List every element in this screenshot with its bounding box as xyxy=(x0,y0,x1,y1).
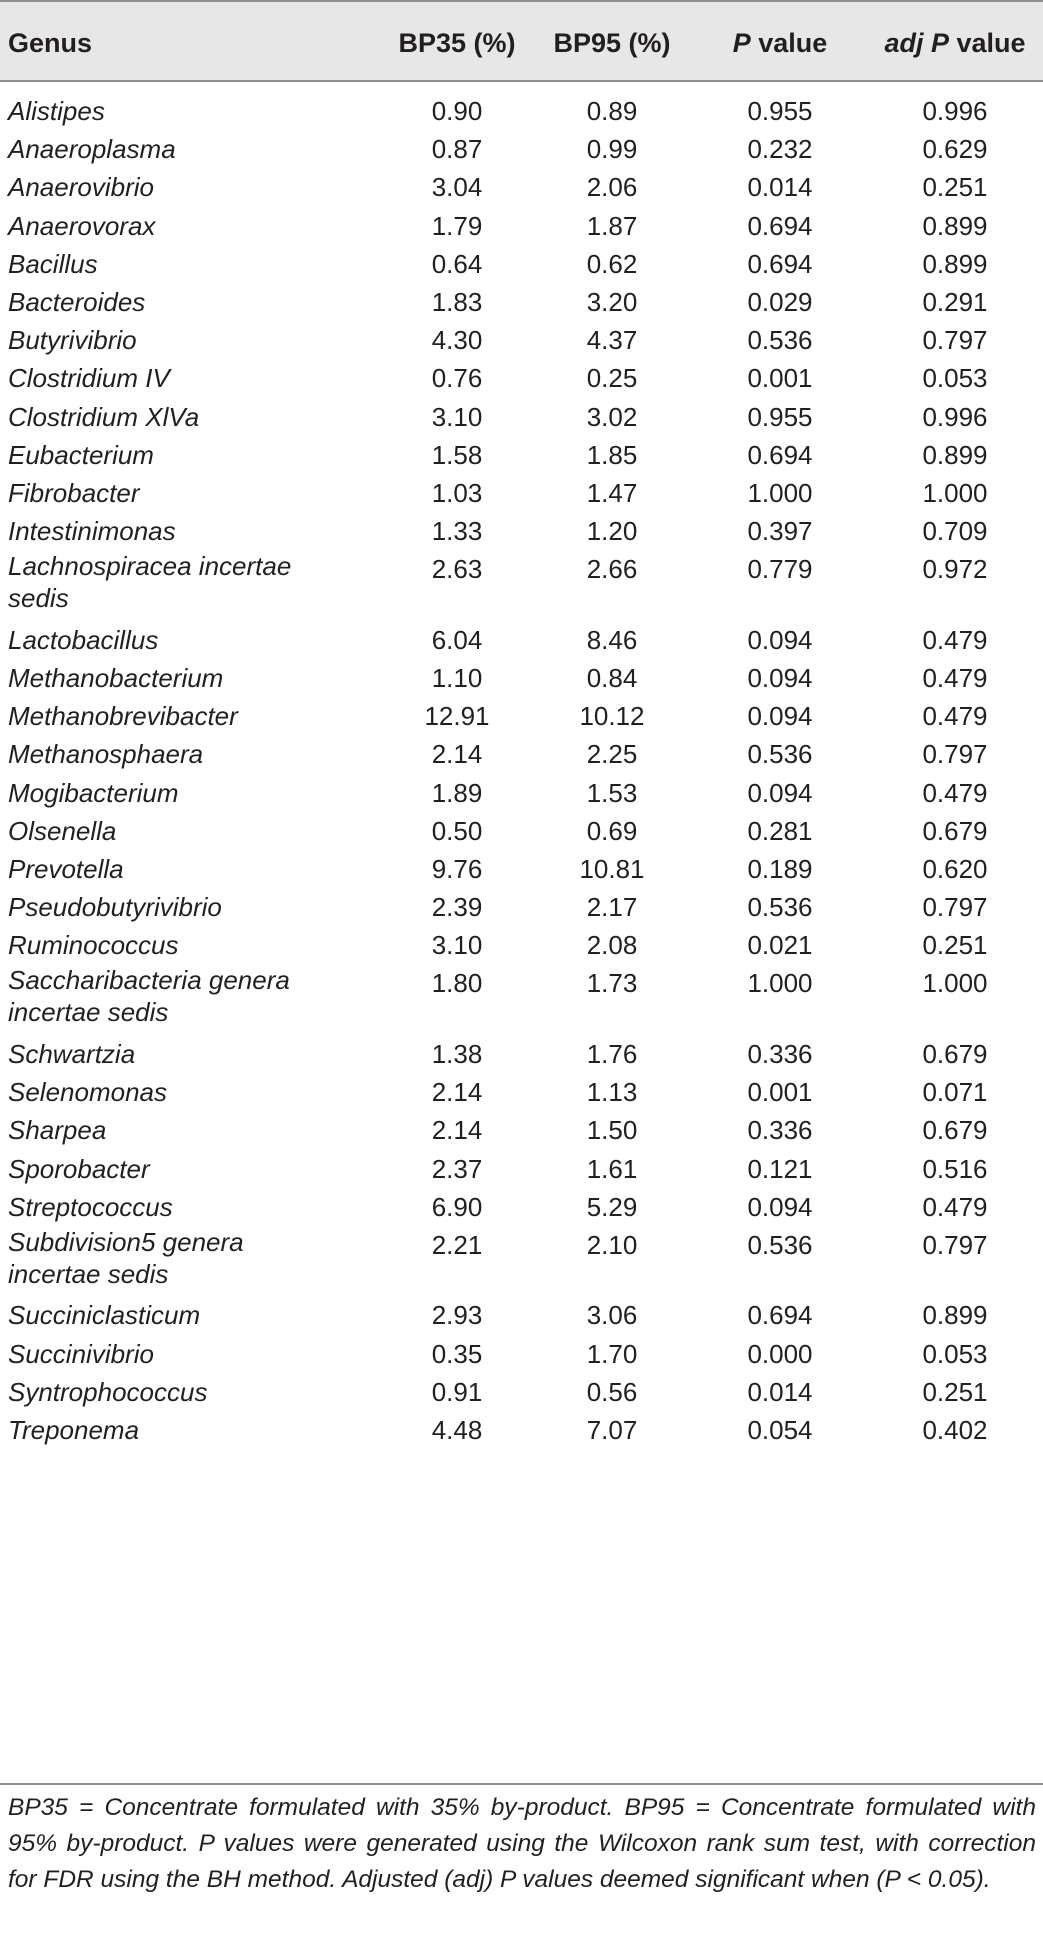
table-row xyxy=(0,283,1043,321)
cell-p: 0.094 xyxy=(747,1191,813,1222)
cell-bp35: 12.91 xyxy=(424,701,490,732)
header-p-value xyxy=(704,2,856,84)
cell-bp95: 1.13 xyxy=(586,1077,638,1108)
cell-genus: Bacteroides xyxy=(8,286,146,317)
cell-adj: 0.679 xyxy=(922,815,988,846)
cell-adj: 0.629 xyxy=(922,134,988,165)
cell-bp95: 2.06 xyxy=(586,172,638,203)
cell-bp35: 4.48 xyxy=(431,1414,483,1445)
cell-genus: Treponema xyxy=(8,1414,140,1445)
cell-adj: 0.679 xyxy=(922,1115,988,1146)
cell-adj: 0.996 xyxy=(922,96,988,126)
table-row xyxy=(0,130,1043,168)
cell-bp35: 2.63 xyxy=(431,554,483,585)
cell-bp95: 0.56 xyxy=(586,1376,638,1407)
cell-genus: Lactobacillus xyxy=(8,624,159,655)
cell-adj: 0.479 xyxy=(922,1191,988,1222)
cell-bp35: 1.83 xyxy=(431,286,483,317)
cell-p: 0.281 xyxy=(747,815,813,846)
cell-p: 1.000 xyxy=(747,477,813,508)
cell-adj: 0.071 xyxy=(922,1077,988,1108)
cell-p: 0.336 xyxy=(747,1038,813,1069)
cell-bp95: 1.87 xyxy=(586,210,638,241)
cell-p: 0.955 xyxy=(747,96,813,126)
table-row xyxy=(0,1111,1043,1149)
cell-genus: Methanosphaera xyxy=(8,739,204,770)
cell-p: 0.094 xyxy=(747,701,813,732)
cell-p: 0.536 xyxy=(747,1229,813,1260)
header-adj-p-value xyxy=(872,2,1038,84)
table-bottom-rule xyxy=(0,1783,1043,1785)
table-row xyxy=(0,1335,1043,1373)
header-bp95: BP95 (%) xyxy=(553,28,671,58)
header-p-rest: value xyxy=(750,28,828,58)
cell-bp35: 6.04 xyxy=(431,624,483,655)
cell-adj: 1.000 xyxy=(922,477,988,508)
cell-bp35: 4.30 xyxy=(431,325,483,356)
cell-bp35: 0.50 xyxy=(431,815,483,846)
cell-adj: 0.899 xyxy=(922,439,988,470)
cell-genus: Eubacterium xyxy=(8,439,154,470)
cell-adj: 0.899 xyxy=(922,248,988,279)
cell-bp35: 0.91 xyxy=(431,1376,483,1407)
cell-bp95: 1.50 xyxy=(586,1115,638,1146)
cell-genus: Clostridium IV xyxy=(8,363,170,394)
table-row xyxy=(0,550,1043,621)
cell-bp35: 1.03 xyxy=(431,477,483,508)
cell-p: 0.014 xyxy=(747,172,813,203)
cell-genus: Selenomonas xyxy=(8,1077,167,1108)
cell-bp35: 0.76 xyxy=(431,363,483,394)
cell-bp35: 1.89 xyxy=(431,777,483,808)
cell-genus: Alistipes xyxy=(8,96,105,126)
table-body xyxy=(0,92,1043,1449)
cell-adj: 0.479 xyxy=(922,662,988,693)
table-row xyxy=(0,207,1043,245)
cell-genus: Methanobacterium xyxy=(8,662,224,693)
cell-adj: 0.996 xyxy=(922,401,988,432)
cell-genus: Methanobrevibacter xyxy=(8,701,238,732)
table-row xyxy=(0,735,1043,773)
cell-bp35: 3.04 xyxy=(431,172,483,203)
cell-bp95: 7.07 xyxy=(586,1414,638,1445)
cell-p: 0.054 xyxy=(747,1414,813,1445)
cell-p: 0.779 xyxy=(747,554,813,585)
cell-p: 0.536 xyxy=(747,325,813,356)
cell-bp95: 0.62 xyxy=(586,248,638,279)
cell-genus: Fibrobacter xyxy=(8,477,140,508)
table-footnote: BP35 = Concentrate formulated with 35% by-product. BP95 = Concentrate formulated with 95% by-product. P values were generated using the Wilcoxon rank sum test, with correction for FDR using the BH method. Adjusted (adj) P values deemed significant when (P < 0.05). xyxy=(8,1794,1036,1893)
cell-adj: 0.251 xyxy=(922,930,988,961)
cell-bp35: 2.93 xyxy=(431,1300,483,1331)
cell-bp95: 1.76 xyxy=(586,1038,638,1069)
cell-p: 0.094 xyxy=(747,662,813,693)
cell-genus: Anaerovorax xyxy=(8,210,156,241)
cell-genus: Sharpea xyxy=(8,1115,107,1146)
cell-genus: Sporobacter xyxy=(8,1153,150,1184)
cell-p: 0.000 xyxy=(747,1338,813,1369)
table-row xyxy=(0,1150,1043,1188)
cell-p: 0.014 xyxy=(747,1376,813,1407)
cell-adj: 0.251 xyxy=(922,1376,988,1407)
cell-bp95: 2.10 xyxy=(586,1229,638,1260)
cell-genus: Subdivision5 genera incertae sedis xyxy=(8,1226,244,1289)
cell-adj: 0.709 xyxy=(922,516,988,547)
cell-p: 0.021 xyxy=(747,930,813,961)
cell-genus: Schwartzia xyxy=(8,1038,136,1069)
table-row xyxy=(0,474,1043,512)
cell-bp95: 1.20 xyxy=(586,516,638,547)
cell-bp95: 4.37 xyxy=(586,325,638,356)
cell-bp35: 3.10 xyxy=(431,401,483,432)
table-row xyxy=(0,1373,1043,1411)
cell-genus: Anaerovibrio xyxy=(8,172,154,203)
cell-bp95: 1.85 xyxy=(586,439,638,470)
cell-bp95: 0.99 xyxy=(586,134,638,165)
table-header xyxy=(0,0,1043,82)
cell-adj: 0.402 xyxy=(922,1414,988,1445)
cell-bp35: 9.76 xyxy=(431,853,483,884)
table-row xyxy=(0,1411,1043,1449)
cell-adj: 0.479 xyxy=(922,701,988,732)
cell-adj: 0.291 xyxy=(922,286,988,317)
cell-bp95: 0.69 xyxy=(586,815,638,846)
cell-bp35: 1.80 xyxy=(431,968,483,999)
header-genus: Genus xyxy=(8,28,93,58)
cell-p: 0.536 xyxy=(747,739,813,770)
cell-genus: Succiniclasticum xyxy=(8,1300,201,1331)
cell-bp95: 8.46 xyxy=(586,624,638,655)
cell-adj: 0.516 xyxy=(922,1153,988,1184)
cell-bp95: 10.81 xyxy=(579,853,645,884)
cell-bp95: 1.61 xyxy=(586,1153,638,1184)
cell-p: 0.955 xyxy=(747,401,813,432)
cell-bp35: 2.14 xyxy=(431,739,483,770)
cell-p: 0.397 xyxy=(747,516,813,547)
cell-genus: Intestinimonas xyxy=(8,516,176,547)
table-row xyxy=(0,398,1043,436)
table-row xyxy=(0,321,1043,359)
cell-genus: Butyrivibrio xyxy=(8,325,137,356)
cell-bp95: 2.66 xyxy=(586,554,638,585)
cell-adj: 0.972 xyxy=(922,554,988,585)
cell-genus: Pseudobutyrivibrio xyxy=(8,892,222,923)
cell-bp95: 1.53 xyxy=(586,777,638,808)
table-row xyxy=(0,436,1043,474)
cell-adj: 0.797 xyxy=(922,1229,988,1260)
cell-bp35: 1.79 xyxy=(431,210,483,241)
cell-p: 0.001 xyxy=(747,1077,813,1108)
table-row xyxy=(0,697,1043,735)
cell-adj: 0.797 xyxy=(922,892,988,923)
cell-p: 0.189 xyxy=(747,853,813,884)
cell-adj: 0.899 xyxy=(922,1300,988,1331)
cell-adj: 0.797 xyxy=(922,325,988,356)
cell-bp35: 1.38 xyxy=(431,1038,483,1069)
cell-bp95: 0.89 xyxy=(586,96,638,126)
cell-bp95: 3.02 xyxy=(586,401,638,432)
cell-bp95: 1.73 xyxy=(586,968,638,999)
table-row xyxy=(0,168,1043,206)
cell-p: 0.094 xyxy=(747,777,813,808)
cell-p: 0.694 xyxy=(747,210,813,241)
cell-genus: Syntrophococcus xyxy=(8,1376,208,1407)
cell-bp95: 0.84 xyxy=(586,662,638,693)
cell-bp35: 0.87 xyxy=(431,134,483,165)
cell-genus: Lachnospiracea incertae sedis xyxy=(8,551,292,614)
table-row xyxy=(0,1226,1043,1297)
cell-bp95: 0.25 xyxy=(586,363,638,394)
table-row xyxy=(0,512,1043,550)
table-row xyxy=(0,1188,1043,1226)
cell-bp35: 1.10 xyxy=(431,662,483,693)
table-row xyxy=(0,964,1043,1035)
cell-bp35: 2.37 xyxy=(431,1153,483,1184)
cell-bp95: 2.25 xyxy=(586,739,638,770)
cell-p: 0.121 xyxy=(747,1153,813,1184)
cell-bp95: 3.20 xyxy=(586,286,638,317)
cell-bp35: 1.58 xyxy=(431,439,483,470)
cell-bp35: 2.14 xyxy=(431,1115,483,1146)
cell-genus: Saccharibacteria genera incertae sedis xyxy=(8,965,290,1028)
cell-bp35: 2.39 xyxy=(431,892,483,923)
cell-adj: 0.479 xyxy=(922,777,988,808)
table-row xyxy=(0,774,1043,812)
cell-bp95: 10.12 xyxy=(579,701,645,732)
cell-adj: 0.899 xyxy=(922,210,988,241)
cell-adj: 0.053 xyxy=(922,1338,988,1369)
table-row xyxy=(0,659,1043,697)
header-bp35: BP35 (%) xyxy=(398,28,516,58)
table-row xyxy=(0,621,1043,659)
cell-p: 0.232 xyxy=(747,134,813,165)
table-row xyxy=(0,1035,1043,1073)
cell-p: 0.001 xyxy=(747,363,813,394)
header-adj-italic: adj P xyxy=(884,28,949,58)
cell-genus: Clostridium XlVa xyxy=(8,401,200,432)
table-row xyxy=(0,850,1043,888)
cell-genus: Prevotella xyxy=(8,853,124,884)
cell-p: 0.336 xyxy=(747,1115,813,1146)
cell-bp35: 0.64 xyxy=(431,248,483,279)
cell-bp95: 3.06 xyxy=(586,1300,638,1331)
table-row xyxy=(0,888,1043,926)
cell-genus: Mogibacterium xyxy=(8,777,179,808)
cell-genus: Bacillus xyxy=(8,248,98,279)
table-row xyxy=(0,1296,1043,1334)
cell-genus: Ruminococcus xyxy=(8,930,179,961)
cell-adj: 0.620 xyxy=(922,853,988,884)
cell-adj: 0.251 xyxy=(922,172,988,203)
cell-adj: 0.053 xyxy=(922,363,988,394)
cell-bp95: 5.29 xyxy=(586,1191,638,1222)
cell-bp95: 1.70 xyxy=(586,1338,638,1369)
header-adj-rest: value xyxy=(948,28,1026,58)
cell-p: 0.094 xyxy=(747,624,813,655)
table-row xyxy=(0,245,1043,283)
cell-bp35: 2.21 xyxy=(431,1229,483,1260)
table-row xyxy=(0,1073,1043,1111)
cell-bp95: 1.47 xyxy=(586,477,638,508)
cell-bp95: 2.08 xyxy=(586,930,638,961)
cell-bp35: 0.35 xyxy=(431,1338,483,1369)
cell-genus: Succinivibrio xyxy=(8,1338,154,1369)
cell-genus: Streptococcus xyxy=(8,1191,173,1222)
cell-bp35: 2.14 xyxy=(431,1077,483,1108)
header-p-italic: P xyxy=(732,28,751,58)
cell-p: 0.694 xyxy=(747,439,813,470)
cell-adj: 0.479 xyxy=(922,624,988,655)
cell-p: 0.694 xyxy=(747,248,813,279)
cell-p: 0.029 xyxy=(747,286,813,317)
cell-bp35: 1.33 xyxy=(431,516,483,547)
cell-genus: Olsenella xyxy=(8,815,117,846)
cell-bp35: 0.90 xyxy=(431,96,483,126)
table-row xyxy=(0,812,1043,850)
cell-genus: Anaeroplasma xyxy=(8,134,176,165)
table-row xyxy=(0,359,1043,397)
cell-adj: 1.000 xyxy=(922,968,988,999)
cell-bp95: 2.17 xyxy=(586,892,638,923)
table-row xyxy=(0,92,1043,130)
cell-bp35: 3.10 xyxy=(431,930,483,961)
cell-adj: 0.797 xyxy=(922,739,988,770)
cell-p: 0.536 xyxy=(747,892,813,923)
cell-p: 0.694 xyxy=(747,1300,813,1331)
table-row xyxy=(0,926,1043,964)
cell-adj: 0.679 xyxy=(922,1038,988,1069)
cell-bp35: 6.90 xyxy=(431,1191,483,1222)
cell-p: 1.000 xyxy=(747,968,813,999)
